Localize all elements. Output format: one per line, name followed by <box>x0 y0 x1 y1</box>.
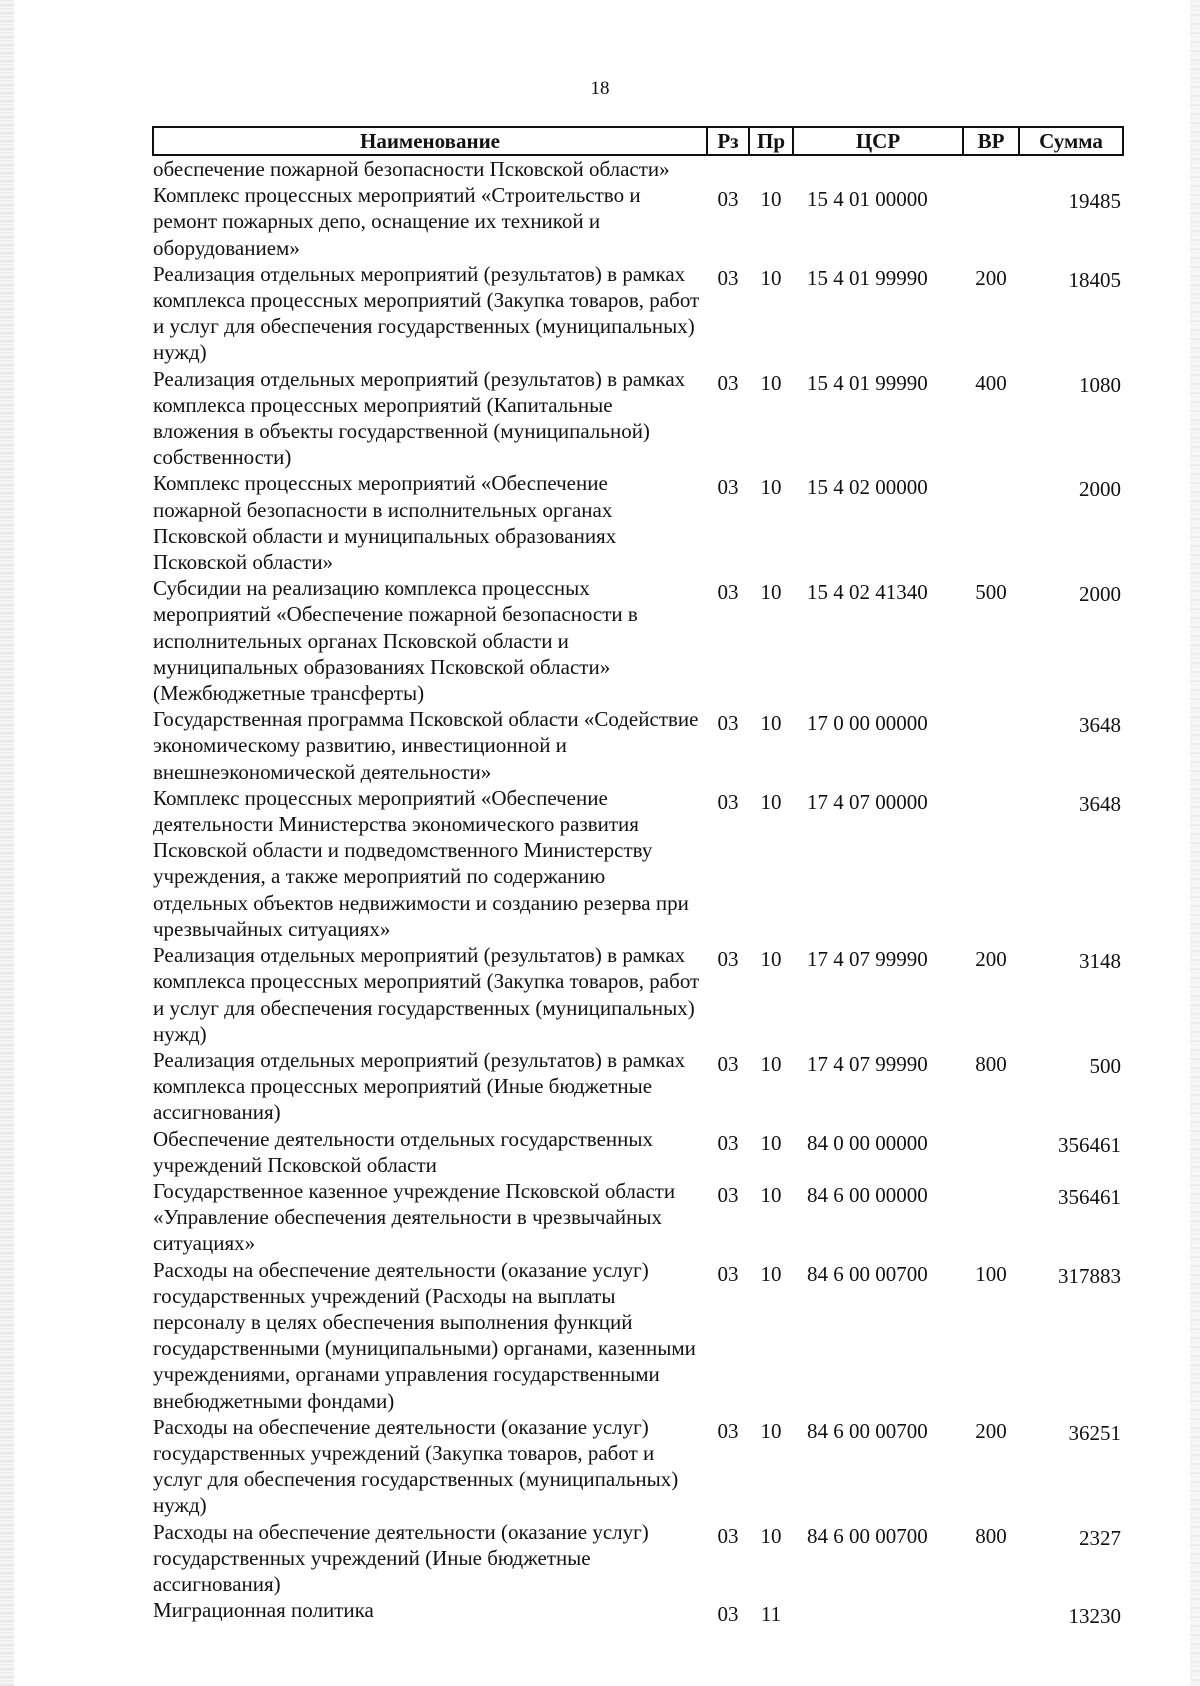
cell-rz: 03 <box>717 187 739 212</box>
cell-sum: 19485 <box>1068 189 1121 214</box>
scan-edge-left <box>0 0 14 1686</box>
cell-name: Реализация отдельных мероприятий (результатов) в рамках комплекса процессных мероприятий (Закупка товаров, работ и услуг для обеспечения государственных (муниципальных) нужд) <box>153 943 700 1046</box>
cell-csr: 15 4 01 00000 <box>807 187 928 212</box>
cell-csr <box>793 155 963 182</box>
cell-csr: 15 4 02 00000 <box>807 475 928 500</box>
table-row <box>153 366 1123 471</box>
table-row <box>153 785 1123 942</box>
cell-sum: 356461 <box>1058 1132 1121 1157</box>
cell-name: Государственное казенное учреждение Псковской области «Управление обеспечения деятельности в чрезвычайных ситуациях» <box>153 1178 676 1256</box>
header-csr: ЦСР <box>793 127 963 155</box>
cell-pr: 10 <box>760 187 782 212</box>
cell-pr: 10 <box>760 580 782 605</box>
table-row <box>153 182 1123 261</box>
cell-pr: 10 <box>760 1261 782 1286</box>
cell-pr: 11 <box>760 1602 782 1627</box>
cell-name: Обеспечение деятельности отдельных государственных учреждений Псковской области <box>153 1126 653 1177</box>
budget-table <box>152 126 1124 1629</box>
header-vr: ВР <box>963 127 1019 155</box>
cell-sum <box>1019 155 1123 182</box>
cell-vr <box>963 785 1019 942</box>
header-rz: Рз <box>707 127 749 155</box>
cell-vr: 500 <box>975 580 1007 605</box>
cell-rz: 03 <box>717 265 739 290</box>
cell-csr: 15 4 01 99990 <box>807 370 928 395</box>
cell-sum: 2000 <box>1079 582 1121 607</box>
cell-name: Реализация отдельных мероприятий (результатов) в рамках комплекса процессных мероприятий (Капитальные вложения в объекты государственной (муниципальной) собственности) <box>153 366 686 470</box>
header-name: Наименование <box>153 127 707 155</box>
cell-csr: 84 6 00 00700 <box>807 1523 928 1548</box>
cell-sum: 3648 <box>1079 713 1121 738</box>
cell-csr: 17 4 07 00000 <box>807 789 928 814</box>
cell-name: Комплекс процессных мероприятий «Строительство и ремонт пожарных депо, оснащение их техникой и оборудованием» <box>153 183 641 260</box>
cell-vr <box>963 1178 1019 1257</box>
cell-rz: 03 <box>717 475 739 500</box>
cell-vr <box>963 1597 1019 1629</box>
cell-rz: 03 <box>717 1261 739 1286</box>
cell-vr <box>963 182 1019 261</box>
cell-rz <box>707 155 749 182</box>
cell-name: Реализация отдельных мероприятий (результатов) в рамках комплекса процессных мероприятий (Иные бюджетные ассигнования) <box>153 1047 686 1125</box>
table-row <box>153 1126 1123 1178</box>
cell-vr: 200 <box>975 265 1007 290</box>
cell-pr: 10 <box>760 370 782 395</box>
cell-name: Расходы на обеспечение деятельности (оказание услуг) государственных учреждений (Расходы на выплаты персоналу в целях обеспечения выполнения функций государственными (муниципальными) органами, казенными учреждениями, органами управления государственными внебюджетными фондами) <box>153 1257 696 1413</box>
cell-csr: 84 6 00 00700 <box>807 1418 928 1443</box>
cell-sum: 2000 <box>1079 477 1121 502</box>
cell-sum: 3648 <box>1079 791 1121 816</box>
cell-rz: 03 <box>717 1418 739 1443</box>
cell-sum: 18405 <box>1068 267 1121 292</box>
table-row <box>153 155 1123 182</box>
header-pr: Пр <box>749 127 793 155</box>
cell-name: Комплекс процессных мероприятий «Обеспечение пожарной безопасности в исполнительных органах Псковской области и муниципальных образованиях Псковской области» <box>153 471 617 575</box>
cell-vr: 200 <box>975 1418 1007 1443</box>
cell-vr <box>963 706 1019 785</box>
cell-pr: 10 <box>760 1182 782 1207</box>
cell-name: Расходы на обеспечение деятельности (оказание услуг) государственных учреждений (Иные бюджетные ассигнования) <box>153 1519 649 1596</box>
cell-name: Субсидии на реализацию комплекса процессных мероприятий «Обеспечение пожарной безопасности в исполнительных органах Псковской области и муниципальных образованиях Псковской области» (Межбюджетные трансферты) <box>153 576 638 706</box>
cell-csr: 84 6 00 00000 <box>807 1182 928 1207</box>
cell-csr <box>793 1597 963 1629</box>
cell-name: Миграционная политика <box>153 1598 374 1623</box>
header-sum: Сумма <box>1019 127 1123 155</box>
cell-vr: 100 <box>975 1261 1007 1286</box>
cell-pr: 10 <box>760 1418 782 1443</box>
cell-rz: 03 <box>717 1051 739 1076</box>
cell-pr: 10 <box>760 475 782 500</box>
cell-vr: 800 <box>975 1051 1007 1076</box>
table-row <box>153 1047 1123 1126</box>
cell-sum: 500 <box>1089 1053 1121 1078</box>
cell-name: Реализация отдельных мероприятий (результатов) в рамках комплекса процессных мероприятий (Закупка товаров, работ и услуг для обеспечения государственных (муниципальных) нужд) <box>153 261 700 365</box>
table-row <box>153 1257 1123 1414</box>
cell-csr: 17 4 07 99990 <box>807 947 928 972</box>
cell-sum: 36251 <box>1068 1420 1121 1445</box>
cell-sum: 356461 <box>1058 1184 1121 1209</box>
table-header-row <box>153 127 1123 155</box>
cell-sum: 3148 <box>1079 949 1121 974</box>
cell-rz: 03 <box>717 580 739 605</box>
cell-rz: 03 <box>717 1182 739 1207</box>
cell-vr: 400 <box>975 370 1007 395</box>
cell-pr: 10 <box>760 947 782 972</box>
cell-pr: 10 <box>760 711 782 736</box>
cell-pr: 10 <box>760 265 782 290</box>
cell-name: Расходы на обеспечение деятельности (оказание услуг) государственных учреждений (Закупка товаров, работ и услуг для обеспечения государственных (муниципальных) нужд) <box>153 1414 679 1518</box>
table-row <box>153 261 1123 366</box>
cell-csr: 17 0 00 00000 <box>807 711 928 736</box>
cell-pr: 10 <box>760 1130 782 1155</box>
cell-vr <box>963 470 1019 575</box>
cell-sum: 13230 <box>1068 1604 1121 1629</box>
cell-csr: 15 4 01 99990 <box>807 265 928 290</box>
table-row <box>153 470 1123 575</box>
cell-vr <box>963 155 1019 182</box>
cell-name: Комплекс процессных мероприятий «Обеспечение деятельности Министерства экономического развития Псковской области и подведомственного Министерству учреждения, а также мероприятий по содержанию отдельных объектов недвижимости и созданию резерва при чрезвычайных ситуациях» <box>153 785 689 941</box>
table-row <box>153 942 1123 1047</box>
page-number: 18 <box>590 78 610 99</box>
cell-csr: 15 4 02 41340 <box>807 580 928 605</box>
table-row <box>153 1414 1123 1519</box>
table-row <box>153 1178 1123 1257</box>
cell-csr: 84 0 00 00000 <box>807 1130 928 1155</box>
cell-rz: 03 <box>717 947 739 972</box>
cell-sum: 2327 <box>1079 1525 1121 1550</box>
scan-edge-right <box>1190 0 1200 1686</box>
cell-csr: 84 6 00 00700 <box>807 1261 928 1286</box>
cell-pr: 10 <box>760 1523 782 1548</box>
table-row <box>153 1597 1123 1629</box>
cell-sum: 317883 <box>1058 1263 1121 1288</box>
cell-pr: 10 <box>760 1051 782 1076</box>
cell-csr: 17 4 07 99990 <box>807 1051 928 1076</box>
cell-vr: 200 <box>975 947 1007 972</box>
table-row <box>153 575 1123 706</box>
table-row <box>153 1519 1123 1598</box>
cell-name: обеспечение пожарной безопасности Псковской области» <box>153 157 670 181</box>
cell-rz: 03 <box>717 1130 739 1155</box>
cell-pr <box>749 155 793 182</box>
cell-rz: 03 <box>717 1523 739 1548</box>
table-row <box>153 706 1123 785</box>
cell-rz: 03 <box>717 370 739 395</box>
cell-vr <box>963 1126 1019 1178</box>
cell-pr: 10 <box>760 789 782 814</box>
cell-rz: 03 <box>717 711 739 736</box>
cell-vr: 800 <box>975 1523 1007 1548</box>
cell-rz: 03 <box>717 1602 739 1627</box>
cell-sum: 1080 <box>1079 372 1121 397</box>
cell-rz: 03 <box>717 789 739 814</box>
cell-name: Государственная программа Псковской области «Содействие экономическому развитию, инвестиционной и внешнеэкономической деятельности» <box>153 707 699 784</box>
